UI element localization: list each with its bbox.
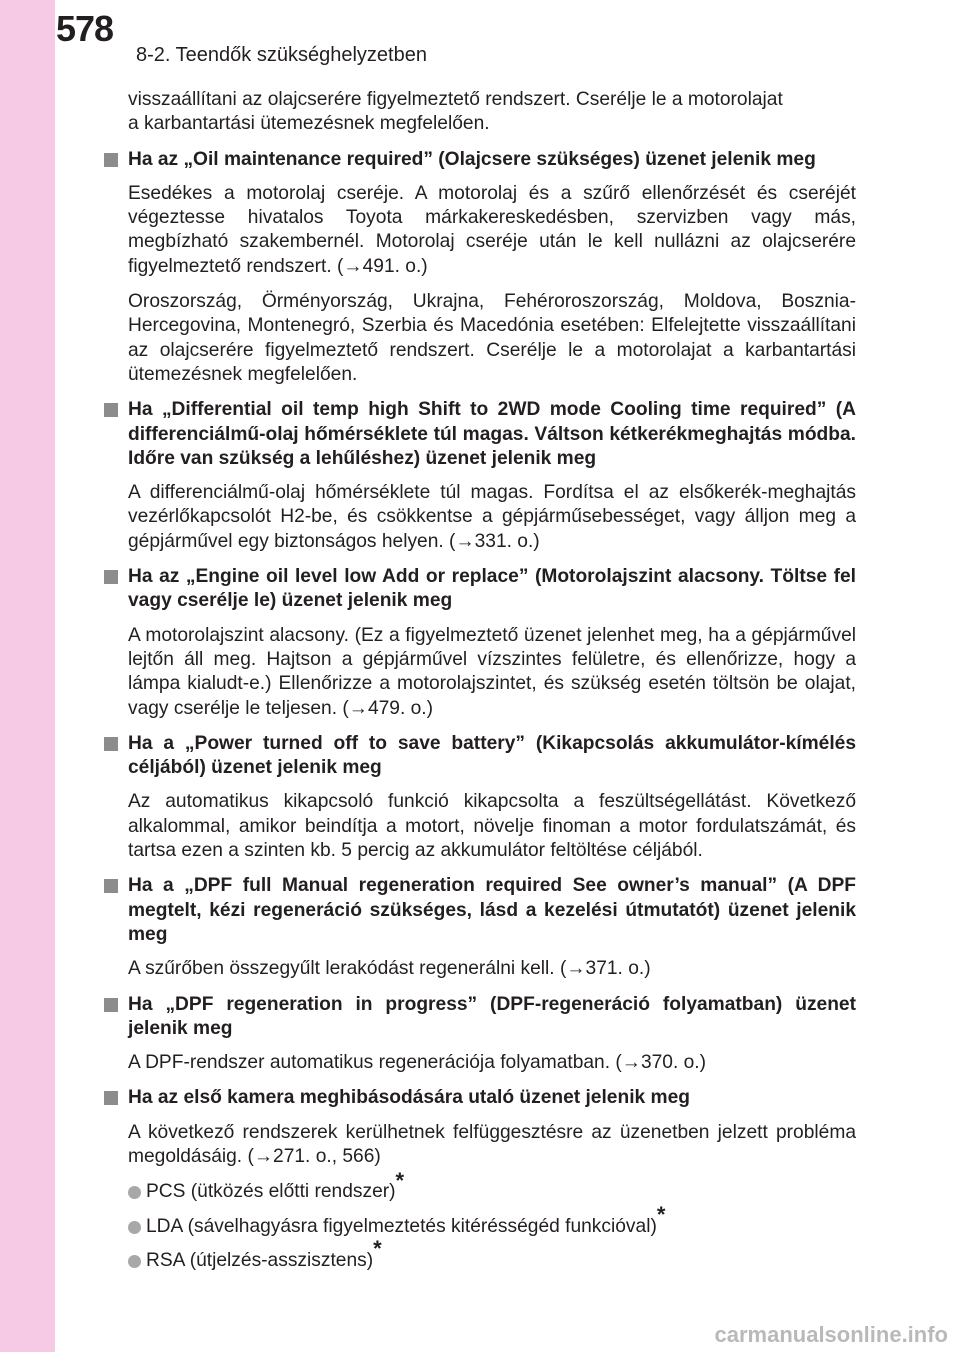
square-bullet-icon (104, 153, 118, 167)
page-number: 578 (56, 8, 114, 49)
section-heading-front-camera (100, 1086, 856, 1110)
section-paragraph: A DPF-rendszer automatikus regenerációja folyamatban. (→370. o.) (128, 1052, 707, 1074)
heading-text: Ha az első kamera meghibásodására utaló üzenet jelenik meg (128, 1087, 690, 1109)
section-heading-oil-maintenance (100, 148, 856, 172)
section-paragraph: Oroszország, Örményország, Ukrajna, Fehéroroszország, Moldova, Bosznia-Hercegovina, Montenegró, Szerbia és Macedónia esetében: Elfelejtette visszaállítani az olajcserére figyelmeztető rendszert. Cserélje le a motorolajat a karbantartási ütemezésnek megfelelően. (128, 291, 856, 385)
section-paragraph: Az automatikus kikapcsoló funkció kikapcsolta a feszültségellátást. Következő alkalommal, amikor beindítja a motort, növelje finoman a motor fordulatszámát, és tartsa ezen a szinten kb. 5 percig az akkumulátor feltöltése céljából. (128, 791, 856, 862)
square-bullet-icon (104, 570, 118, 584)
side-band (0, 0, 55, 1352)
watermark: carmanualsonline.info (714, 1322, 948, 1347)
section-heading-differential-oil (100, 398, 856, 471)
heading-text: Ha a „DPF full Manual regeneration required See owner’s manual” (A DPF megtelt, kézi regeneráció szükséges, lásd a kezelési útmutatót) üzenet jelenik meg (128, 875, 856, 945)
square-bullet-icon (104, 1091, 118, 1105)
square-bullet-icon (104, 737, 118, 751)
section-paragraph: A következő rendszerek kerülhetnek felfüggesztésre az üzenetben jelzett probléma megoldásáig. (→271. o., 566) (128, 1121, 856, 1167)
intro-line: visszaállítani az olajcserére figyelmeztető rendszert. Cserélje le a motorolajat (128, 89, 783, 110)
footnote-mark: * (395, 1167, 405, 1193)
page-content (100, 88, 856, 1283)
heading-text: Ha az „Engine oil level low Add or replace” (Motorolajszint alacsony. Töltse fel vagy cserélje le) üzenet jelenik meg (128, 566, 856, 612)
round-bullet-icon (128, 1255, 141, 1268)
section-heading-engine-oil-low (100, 565, 856, 614)
list-item (128, 1202, 856, 1239)
heading-text: Ha a „Power turned off to save battery” (Kikapcsolás akkumulátor-kímélés céljából) üzenet jelenik meg (128, 732, 856, 779)
footnote-mark: * (373, 1236, 382, 1262)
section-heading-power-off (100, 732, 856, 781)
heading-text: Ha az „Oil maintenance required” (Olajcsere szükséges) üzenet jelenik meg (128, 148, 816, 170)
square-bullet-icon (104, 879, 118, 893)
section-paragraph: A szűrőben összegyűlt lerakódást regenerálni kell. (→371. o.) (128, 958, 651, 980)
square-bullet-icon (104, 998, 118, 1012)
list-item-text: PCS (ütközés előtti rendszer) (146, 1181, 396, 1203)
section-paragraph: A motorolajszint alacsony. (Ez a figyelmeztető üzenet jelenhet meg, ha a gépjárművel lejtőn áll meg. Hajtson a gépjárművel vízszintes felületre, és ellenőrizze, hogy a lámpa kialudt-e.) Ellenőrizze a motorolajszintet, és szükség esetén töltsön be olajat, vagy cserélje le teljesen. (→479. o.) (128, 624, 856, 719)
intro-line: a karbantartási ütemezésnek megfelelően. (128, 113, 490, 135)
list-item-text: LDA (sávelhagyásra figyelmeztetés kitérésségéd funkcióval) (146, 1215, 657, 1237)
section-paragraph: A differenciálmű-olaj hőmérséklete túl magas. Fordítsa el az elsőkerék-meghajtás vezérlőkapcsolót H2-be, és csökkentse a gépjárműsebességet, vagy álljon meg a gépjárművel egy biztonságos helyen. (→331. o.) (128, 482, 856, 552)
round-bullet-icon (128, 1186, 141, 1199)
chapter-title: 8-2. Teendők szükséghelyzetben (136, 44, 427, 66)
list-item (128, 1167, 856, 1204)
heading-text: Ha „DPF regeneration in progress” (DPF-regeneráció folyamatban) üzenet jelenik meg (128, 993, 856, 1039)
intro-paragraph (128, 88, 856, 137)
section-paragraph: Esedékes a motorolaj cseréje. A motorolaj és a szűrő ellenőrzését és cseréjét végeztesse hivatalos Toyota márkakereskedésben, szervizben vagy más, megbízható szakembernél. Motorolaj cseréje után le kell nullázni az olajcserére figyelmeztető rendszert. (→491. o.) (128, 182, 856, 277)
square-bullet-icon (104, 403, 118, 417)
section-heading-dpf-full (100, 874, 856, 947)
list-item-text: RSA (útjelzés-asszisztens) (146, 1249, 374, 1271)
round-bullet-icon (128, 1221, 141, 1234)
heading-text: Ha „Differential oil temp high Shift to 2WD mode Cooling time required” (A differenciálmű-olaj hőmérséklete túl magas. Váltson kétkerékmeghajtás módba. Időre van szükség a lehűléshez) üzenet jelenik meg (128, 399, 856, 469)
section-heading-dpf-regeneration (100, 993, 856, 1042)
list-item (128, 1236, 856, 1273)
footnote-mark: * (656, 1202, 666, 1228)
